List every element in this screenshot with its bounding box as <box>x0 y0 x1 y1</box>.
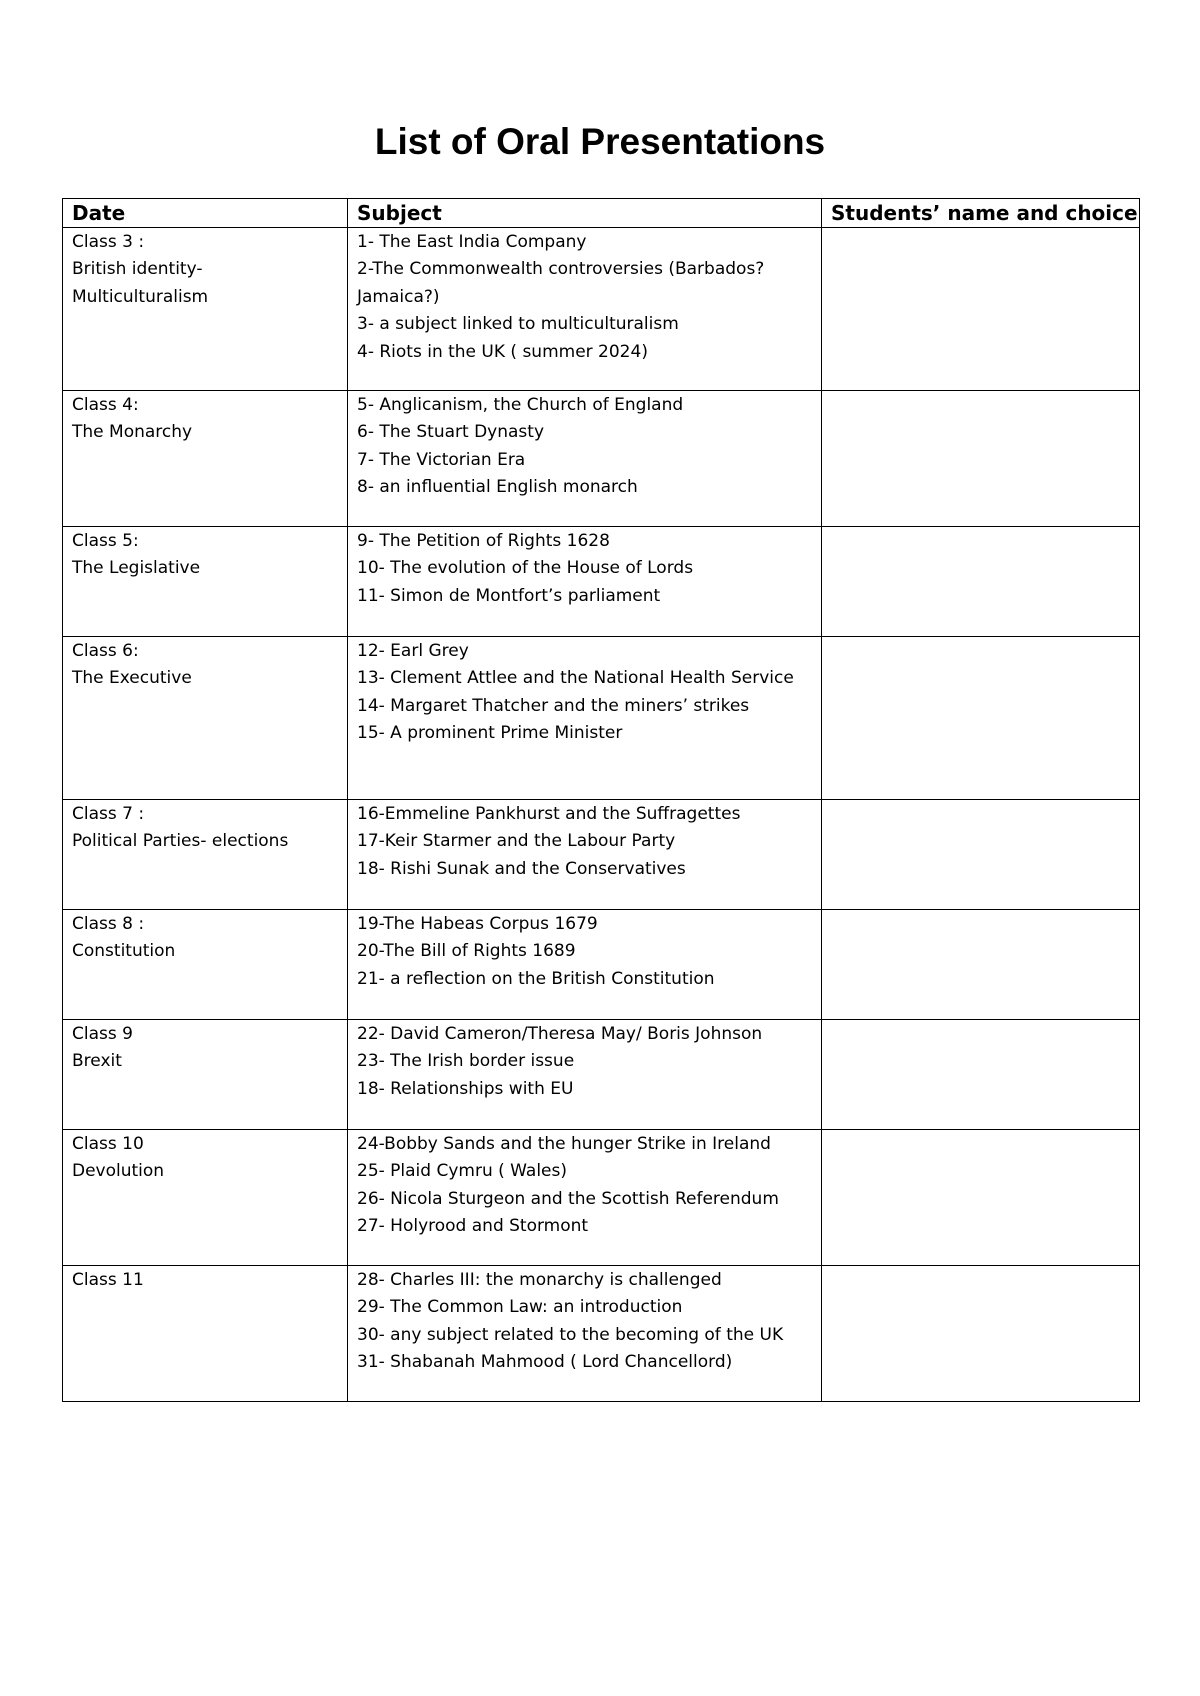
subject-item: 12- Earl Grey <box>357 641 469 661</box>
students-cell[interactable] <box>822 1266 1140 1402</box>
subject-item: 4- Riots in the UK ( summer 2024) <box>357 341 648 362</box>
subject-item: 8- an influential English monarch <box>357 477 638 498</box>
students-cell[interactable] <box>822 391 1140 527</box>
subject-item: 15- A prominent Prime Minister <box>357 723 623 744</box>
date-line: Class 5: <box>72 531 139 551</box>
subject-item: 11- Simon de Montfort’s parliament <box>357 585 661 606</box>
date-line: Class 6: <box>72 641 139 661</box>
header-students: Students’ name and choice <box>822 199 1140 228</box>
table-row <box>63 391 1140 527</box>
date-line: Class 11 <box>72 1270 144 1290</box>
page-title: List of Oral Presentations <box>374 121 826 162</box>
subject-item: 5- Anglicanism, the Church of England <box>357 395 684 415</box>
subject-cell <box>348 527 822 637</box>
students-cell[interactable] <box>822 1130 1140 1266</box>
students-cell[interactable] <box>822 910 1140 1020</box>
subject-item: 1- The East India Company <box>357 232 587 252</box>
date-line: Multiculturalism <box>72 286 209 307</box>
subject-item: 23- The Irish border issue <box>357 1051 575 1072</box>
subject-item: 7- The Victorian Era <box>357 449 526 470</box>
date-cell <box>63 800 348 910</box>
subject-cell <box>348 800 822 910</box>
date-cell <box>63 637 348 800</box>
subject-cell <box>348 1266 822 1402</box>
table-row <box>63 228 1140 391</box>
subject-item: 10- The evolution of the House of Lords <box>357 558 694 579</box>
date-line: The Executive <box>72 668 192 689</box>
subject-cell <box>348 637 822 800</box>
table-row <box>63 1020 1140 1130</box>
subject-item: 22- David Cameron/Theresa May/ Boris Johnson <box>357 1024 763 1044</box>
table-row <box>63 1130 1140 1266</box>
subject-item: 18- Relationships with EU <box>357 1078 574 1099</box>
subject-item: 2-The Commonwealth controversies (Barbados? Jamaica?) <box>357 259 765 307</box>
subject-item: 29- The Common Law: an introduction <box>357 1297 683 1318</box>
date-cell <box>63 228 348 391</box>
table-row <box>63 800 1140 910</box>
date-cell <box>63 391 348 527</box>
subject-item: 9- The Petition of Rights 1628 <box>357 531 610 551</box>
students-cell[interactable] <box>822 800 1140 910</box>
table-row <box>63 1266 1140 1402</box>
students-cell[interactable] <box>822 527 1140 637</box>
subject-item: 24-Bobby Sands and the hunger Strike in Ireland <box>357 1134 771 1154</box>
students-cell[interactable] <box>822 637 1140 800</box>
date-cell <box>63 910 348 1020</box>
date-line: Class 9 <box>72 1024 133 1044</box>
date-line: Class 8 : <box>72 914 145 934</box>
date-cell <box>63 1266 348 1402</box>
subject-item: 21- a reflection on the British Constitution <box>357 968 715 989</box>
date-line: Class 4: <box>72 395 139 415</box>
date-line: Constitution <box>72 941 176 962</box>
students-cell[interactable] <box>822 228 1140 391</box>
date-line: Class 3 : <box>72 232 145 252</box>
date-line: The Monarchy <box>72 422 193 443</box>
table-row <box>63 527 1140 637</box>
presentations-table <box>62 198 1140 1402</box>
date-line: British identity- <box>72 259 203 280</box>
date-cell <box>63 527 348 637</box>
date-line: Devolution <box>72 1161 165 1182</box>
table-header-row <box>63 199 1140 228</box>
subject-item: 19-The Habeas Corpus 1679 <box>357 914 598 934</box>
date-line: The Legislative <box>72 558 201 579</box>
subject-item: 6- The Stuart Dynasty <box>357 422 545 443</box>
subject-cell <box>348 391 822 527</box>
table-row <box>63 910 1140 1020</box>
subject-item: 3- a subject linked to multiculturalism <box>357 314 679 335</box>
subject-item: 31- Shabanah Mahmood ( Lord Chancellord) <box>357 1352 733 1373</box>
subject-item: 30- any subject related to the becoming of the UK <box>357 1324 784 1345</box>
date-line: Class 7 : <box>72 804 145 824</box>
date-line: Brexit <box>72 1051 122 1072</box>
students-cell[interactable] <box>822 1020 1140 1130</box>
subject-item: 26- Nicola Sturgeon and the Scottish Referendum <box>357 1188 779 1209</box>
subject-item: 16-Emmeline Pankhurst and the Suffragettes <box>357 804 741 824</box>
subject-cell <box>348 1020 822 1130</box>
date-line: Class 10 <box>72 1134 144 1154</box>
subject-item: 20-The Bill of Rights 1689 <box>357 941 576 962</box>
subject-item: 17-Keir Starmer and the Labour Party <box>357 831 676 852</box>
subject-item: 14- Margaret Thatcher and the miners’ strikes <box>357 695 750 716</box>
subject-cell <box>348 228 822 391</box>
date-cell <box>63 1020 348 1130</box>
header-subject: Subject <box>348 199 822 228</box>
subject-item: 25- Plaid Cymru ( Wales) <box>357 1161 567 1182</box>
subject-cell <box>348 1130 822 1266</box>
table-row <box>63 637 1140 800</box>
subject-item: 13- Clement Attlee and the National Health Service <box>357 668 794 689</box>
subject-item: 18- Rishi Sunak and the Conservatives <box>357 858 686 879</box>
header-date: Date <box>63 199 348 228</box>
date-cell <box>63 1130 348 1266</box>
subject-item: 28- Charles III: the monarchy is challenged <box>357 1270 722 1290</box>
subject-cell <box>348 910 822 1020</box>
subject-item: 27- Holyrood and Stormont <box>357 1216 589 1237</box>
date-line: Political Parties- elections <box>72 831 289 852</box>
